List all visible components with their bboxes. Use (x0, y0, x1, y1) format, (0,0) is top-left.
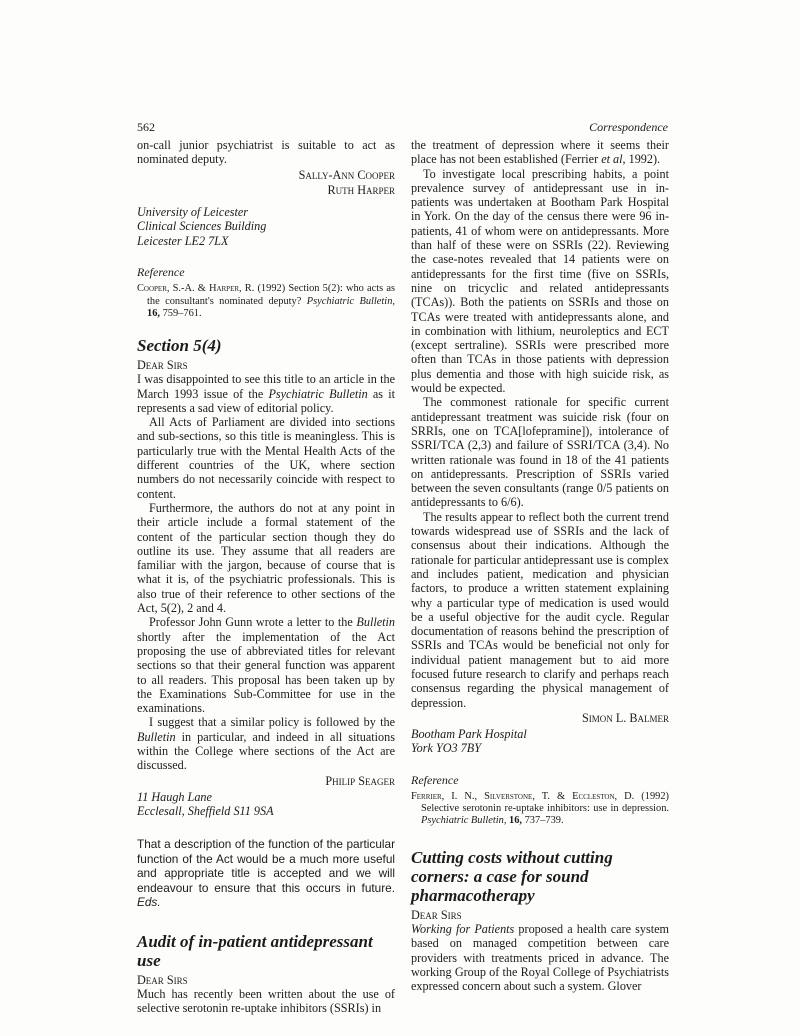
paragraph: Furthermore, the authors do not at any point in their article include a formal statement of the content of the particular section though they do outline its use. They assume that all readers are familiar with the jargon, because of course that is what it is, of the psychiatric professionals. This is also true of their reference to other sections of the Act, 5(2), 2 and 4. (137, 500, 395, 616)
paragraph: To investigate local prescribing habits, a point prevalence survey of antidepressant use in in-patients was undertaken at Bootham Park Hospital in York. On the day of the census there were 96 in-patients, 41 of whom were on antidepressants. More than half of these were on SSRIs (22). Reviewing the case-notes revealed that 14 patients were on antidepressants for the first time (five on SSRIs, nine on tricyclic and related antidepressants (TCAs)). Both the patients on SSRIs and those on TCAs were treated with antidepressants alone, and in combination with lithium, neuroleptics and ECT (except sertraline). SSRIs were prescribed more often than TCAs in those patients with depression plus dementia and those with high suicide risk, as would be expected. (411, 166, 669, 396)
reference-authors: Cooper, S.-A. & Harper, R. (137, 283, 255, 295)
reference-volume: 16, (506, 815, 523, 827)
reference-heading: Reference (137, 265, 185, 280)
paragraph (137, 372, 395, 415)
paragraph (411, 138, 669, 167)
editor-sign: Eds. (137, 895, 161, 910)
text: I was disappointed to see this title to an article in the March 1993 issue of the (137, 372, 395, 401)
paragraph: The commonest rationale for specific current antidepressant treatment was suicide risk (four on SRRIs, one on TCA[lofepramine]), intolerance of SSRI/TCA (2,3) and failure of SSRI/TCA (3,4). No written rationale was found in 18 of the 41 patients on antidepressants. Prescription of SSRIs varied between the seven consultants (range 0/5 patients on antidepressants to 6/6). (411, 395, 669, 510)
reference-heading: Reference (411, 772, 459, 787)
address-line: University of Leicester (137, 205, 249, 220)
journal-name: Bulletin (137, 729, 176, 744)
paragraph: The results appear to reflect both the current trend towards widespread use of SSRIs and the lack of consensus about their indications. Although the rationale for particular antidepressant use is complex and includes patient, medication and physician factors, to produce a written statement explaining why a particular type of medication is used would be a useful objective for the audit cycle. Regular documentation of reasons behind the prescription of SSRIs and TCAs would be beneficial not only for individual patient management but to aid more focused future research to clarify and perhaps reach consensus regarding the physical management of depression. (411, 509, 669, 710)
salutation: Dear Sirs (137, 357, 188, 372)
reference-text: (1992) Section 5(2): who acts as the consultant's nominated deputy? (147, 283, 395, 307)
reference-journal: Psychiatric Bulletin, (306, 295, 395, 307)
address-line: York YO3 7BY (411, 741, 481, 756)
text: Professor John Gunn wrote a letter to the (149, 615, 357, 630)
running-head: Correspondence (589, 120, 668, 134)
reference-journal: Psychiatric Bulletin, (421, 815, 507, 827)
reference-volume: 16, (147, 307, 160, 319)
text-italic: Working for Patients (411, 921, 515, 936)
text-italic: et al (601, 152, 623, 167)
text: as it represents a sad view of editorial policy. (137, 386, 395, 415)
reference-pages: 737–739. (522, 815, 564, 827)
salutation: Dear Sirs (411, 907, 462, 922)
reference-pages: 759–761. (160, 307, 202, 319)
reference-text: (1992) Selective serotonin re-uptake inhibitors: use in depression. (421, 791, 669, 815)
section-title: Section 5(4) (137, 335, 222, 355)
address-line: Leicester LE2 7LX (137, 233, 229, 248)
paragraph (137, 715, 395, 772)
text: shortly after the implementation of the Act proposing the use of abbreviated titles for relevant sections so that their general function was apparent to all readers. This proposal has been taken up by the Examinations Sub-Committee for use in the examinations. (137, 629, 395, 716)
paragraph (411, 922, 669, 993)
left-column (137, 138, 395, 1015)
text: That a description of the function of the particular function of the Act would be a much more useful and appropriate title is accepted and we will endeavour to ensure that this occurs in future. (137, 837, 395, 895)
paragraph: on-call junior psychiatrist is suitable to act as nominated deputy. (137, 138, 395, 167)
address-line: Ecclesall, Sheffield S11 9SA (137, 804, 274, 819)
signature: Philip Seager (325, 773, 395, 788)
text: , 1992). (622, 152, 661, 167)
editor-note (137, 837, 395, 909)
salutation: Dear Sirs (137, 972, 188, 987)
reference-authors: Ferrier, I. N., Silverstone, T. & Eccleston, D. (411, 791, 635, 803)
reference-entry (411, 791, 669, 828)
signature: Ruth Harper (327, 182, 395, 197)
journal-name: Psychiatric Bulletin (268, 386, 368, 401)
paragraph (137, 615, 395, 715)
section-title: Audit of in-patient antidepressant use (137, 931, 373, 970)
text: I suggest that a similar policy is followed by the (149, 715, 395, 730)
journal-name: Bulletin (356, 615, 395, 630)
right-column (411, 138, 669, 993)
signature: Sally-Ann Cooper (298, 167, 395, 182)
paragraph: All Acts of Parliament are divided into sections and sub-sections, so this title is meaningless. This is particularly true with the Mental Health Acts of the different countries of the UK, where section numbers do not necessarily coincide with respect to content. (137, 415, 395, 501)
signature: Simon L. Balmer (582, 710, 669, 725)
address-line: Clinical Sciences Building (137, 219, 267, 234)
page-number: 562 (137, 120, 155, 134)
address-line: 11 Haugh Lane (137, 789, 212, 804)
text: proposed a health care system based on managed competition between care providers with treatments priced in advance. The working Group of the Royal College of Psychiatrists expressed concern about such a system. Glover (411, 921, 669, 994)
text: the treatment of depression where it seems their place has not been established (Ferrier (411, 138, 669, 167)
paragraph: Much has recently been written about the use of selective serotonin re-uptake inhibitors (SSRIs) in (137, 986, 395, 1016)
section-title: Cutting costs without cutting corners: a case for sound pharmacotherapy (411, 847, 613, 905)
text: in particular, and indeed in all situations within the College where sections of the Act are discussed. (137, 729, 395, 773)
address-line: Bootham Park Hospital (411, 727, 527, 742)
reference-entry (137, 283, 395, 320)
